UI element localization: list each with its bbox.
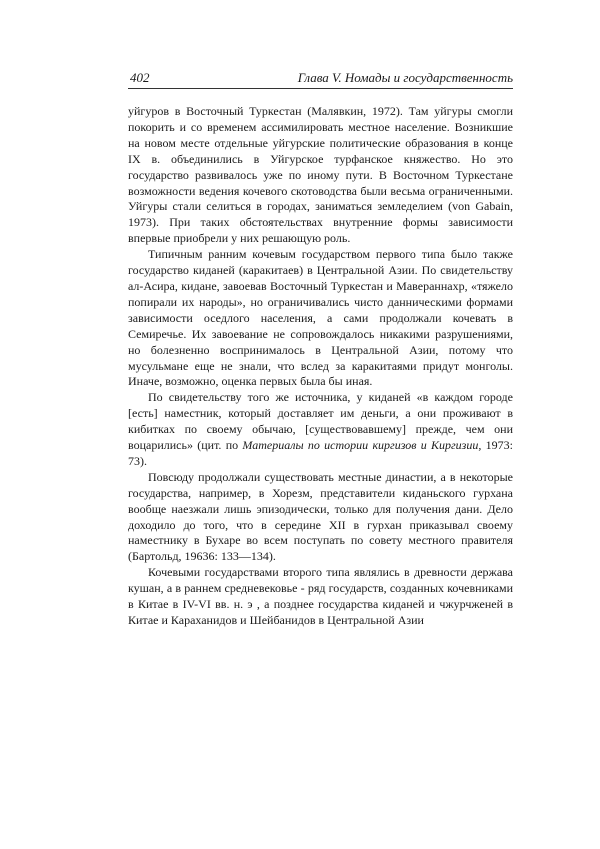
paragraph-1: уйгуров в Восточный Туркестан (Малявкин, 1972). Там уйгуры смогли покорить и со временем ассимилировать местное население. Возникшие на новом месте отдельные уйгурские политические образования в конце IX в. объединились в Уйгурское турфанское княжество. Но это государство развивалось уже по иному пути. В Восточном Туркестане возможности ведения кочевого скотоводства были весьма ограниченными. Уйгуры стали селиться в городах, заниматься земледелием (von Gabain, 1973). При таких обстоятельствах внутренние формы зависимости впервые приобрели у них решающую роль. [128, 104, 513, 246]
page-number: 402 [130, 70, 150, 85]
paragraph-3-text-after: 1973: 73). [128, 438, 513, 468]
cited-source-title: Материалы по истории киргизов и Киргизии, [242, 438, 482, 453]
paragraph-3-text-before: По свидетельству того же источника, у киданей «в каждом городе [есть] наместник, который доставляет им деньги, а они проживают в кибитках по своему обычаю, [существовавшему] прежде, чем они воцарились» (цит. по [128, 390, 513, 453]
running-header [128, 70, 513, 89]
body-text [128, 104, 513, 629]
paragraph-3 [128, 390, 513, 470]
chapter-title: Глава V. Номады и государственность [297, 70, 513, 85]
paragraph-4: Повсюду продолжали существовать местные династии, а в некоторые государства, например, в Хорезм, представители киданьского гурхана вообще наезжали лишь эпизодически, только для получения дани. Дело доходило до того, что в середине XII в гурхан приказывал своему наместнику в Бухаре во всем поступать по совету местного правителя (Бартольд, 19636: 133—134). [128, 469, 513, 564]
paragraph-2: Типичным ранним кочевым государством первого типа было также государство киданей (каракитаев) в Центральной Азии. По свидетельству ал-Асира, кидане, завоевав Восточный Туркестан и Мавераннахр, «тяжело попирали их народы», но ограничивались чисто данническими формами зависимости оседлого населения, а сами продолжали кочевать в Семиречье. Их завоевание не сопровождалось никакими разрушениями, но болезненно воспринималось в Центральной Азии, потому что мусульмане еще не знали, что вслед за каракитаями придут монголы. Иначе, возможно, оценка первых была бы иная. [128, 247, 513, 389]
paragraph-5: Кочевыми государствами второго типа являлись в древности держава кушан, а в раннем средневековье - ряд государств, созданных кочевниками в Китае в IV-VI вв. н. э , а позднее государства киданей и чжурчженей в Китае и Караханидов и Шейбанидов в Центральной Азии [128, 565, 513, 627]
